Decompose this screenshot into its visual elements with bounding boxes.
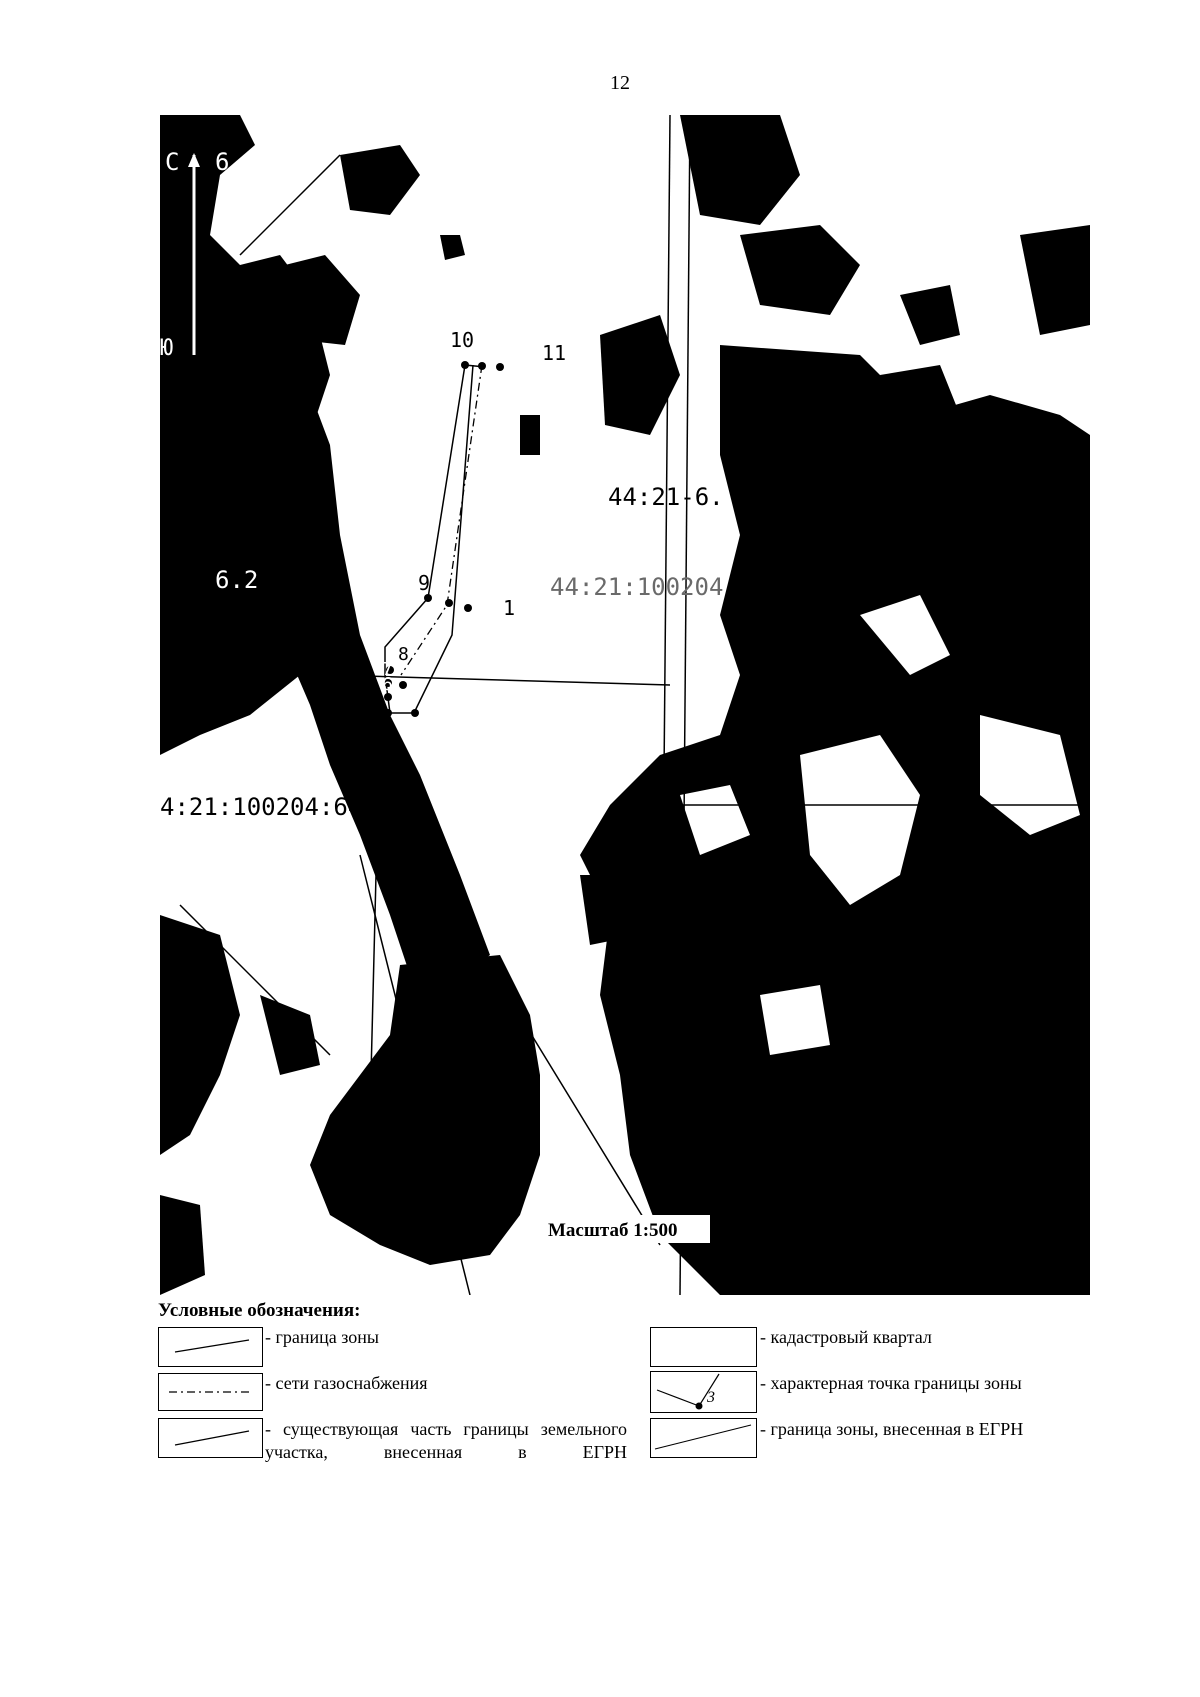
point-label-6: 6: [382, 674, 393, 695]
page-number: 12: [610, 72, 630, 94]
parcel-boundary-line-icon: [158, 1418, 263, 1458]
legend-label-characteristic-point: - характерная точка границы зоны: [760, 1373, 1022, 1393]
label-6-2: 6.2: [215, 566, 259, 594]
compass-north-label: С: [165, 148, 180, 176]
terrain-blobs: [160, 115, 1090, 1295]
point-label-9: 9: [418, 571, 431, 595]
point-label-11: 11: [542, 341, 567, 365]
legend-title: Условные обозначения:: [158, 1300, 361, 1321]
map-image: [160, 115, 1090, 1295]
legend-label-zone-boundary: - граница зоны: [265, 1327, 379, 1347]
cadastral-quarter-box-icon: [650, 1327, 757, 1367]
label-6-4: 6.4: [215, 148, 259, 176]
legend-label-cadastral-quarter: - кадастровый квартал: [760, 1327, 932, 1347]
registered-zone-boundary-icon: [650, 1418, 757, 1458]
point-label-1: 1: [503, 596, 516, 620]
legend-label-gas-network: - сети газоснабжения: [265, 1373, 428, 1393]
point-label-10: 10: [450, 328, 475, 352]
label-cadastral-64: 4:21:100204:64: [160, 793, 363, 821]
label-cadastral-partial: 44:21-6.: [608, 483, 724, 511]
legend-label-parcel-boundary: - существующая часть границы земельного участка, внесенная в ЕГРН: [265, 1419, 627, 1462]
characteristic-point-icon: [650, 1371, 757, 1413]
label-cadastral-grey: 44:21:100204: [550, 573, 724, 601]
point-label-7: 7: [382, 659, 393, 680]
point-sample-label: 3: [707, 1389, 715, 1406]
gas-network-dashdot-icon: [158, 1373, 263, 1411]
zone-boundary-line-icon: [158, 1327, 263, 1367]
map-area: [160, 115, 1090, 1295]
point-label-8: 8: [398, 644, 409, 665]
legend-label-registered-boundary: - граница зоны, внесенная в ЕГРН: [760, 1419, 1024, 1439]
map-scale: Масштаб 1:500: [548, 1220, 678, 1241]
compass-south-label: Ю: [160, 336, 174, 361]
